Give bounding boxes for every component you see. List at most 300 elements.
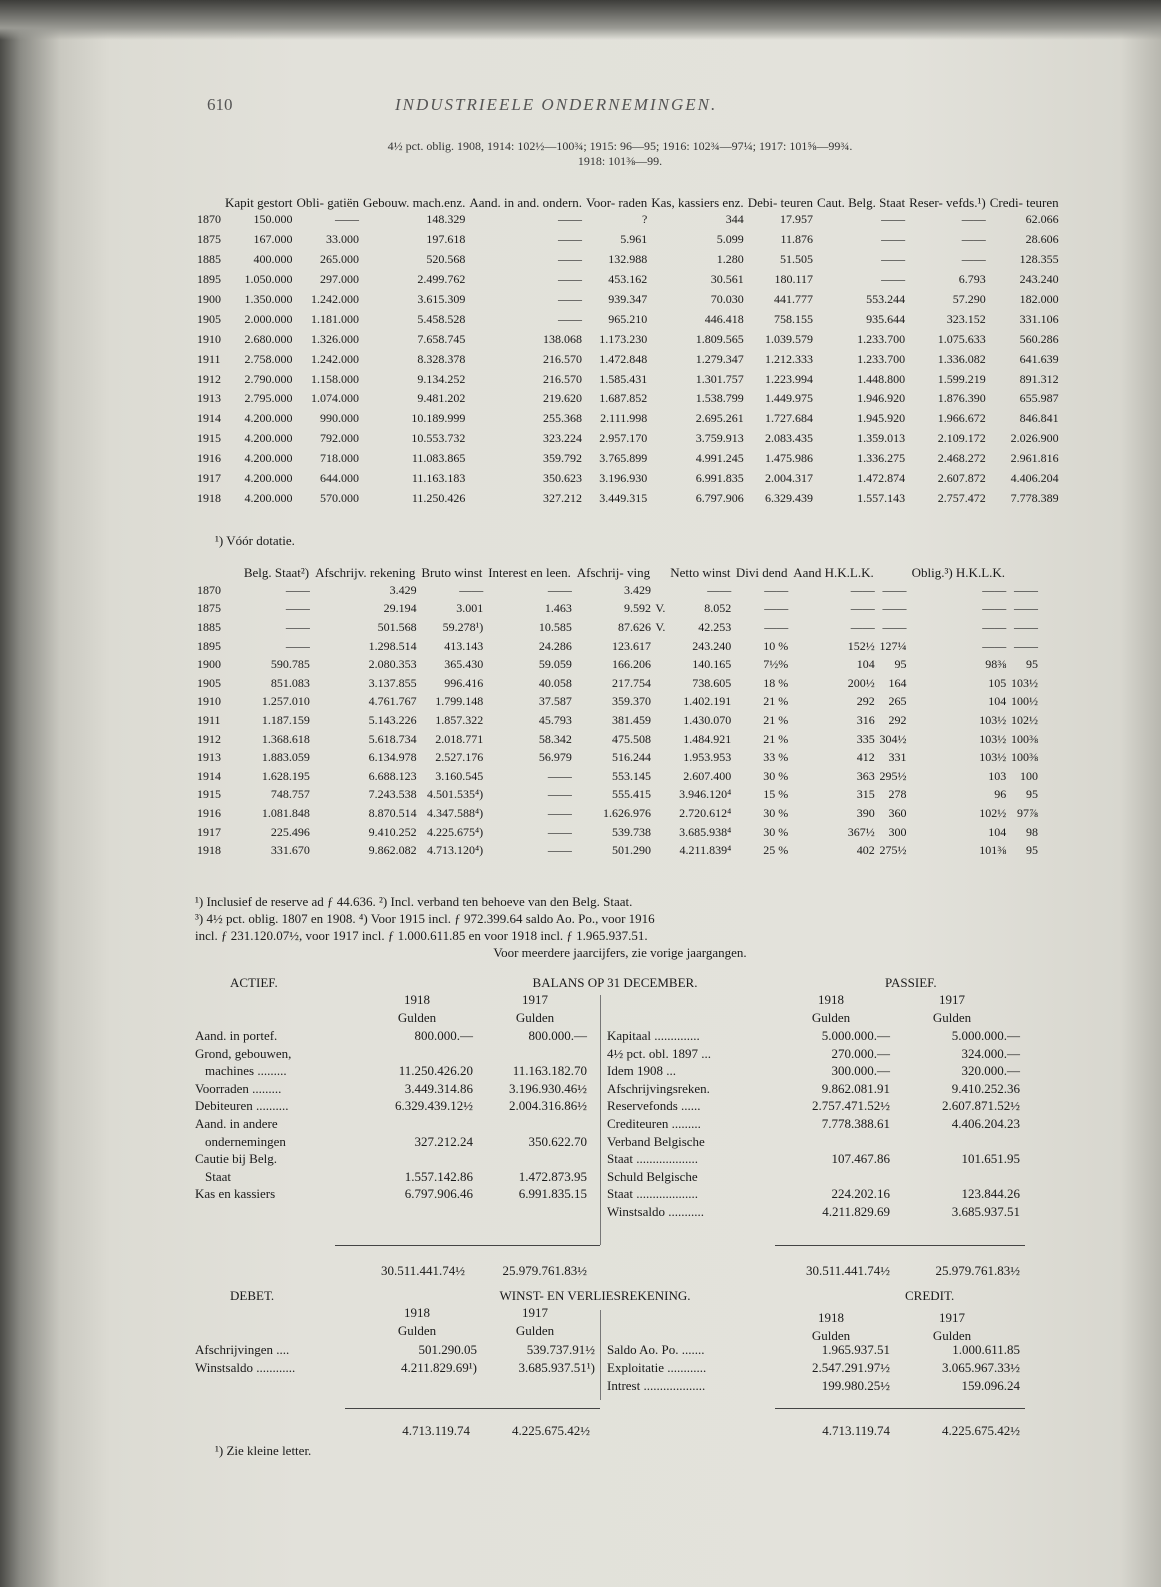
footnote-line: ³) 4½ pct. oblig. 1807 en 1908. ⁴) Voor 1915 incl. ƒ 972.399.64 saldo Ao. Po., voor 1916 — [195, 911, 655, 926]
table-cell: 3.615.309 — [417, 292, 466, 306]
column-header — [195, 195, 223, 210]
table-cell — [653, 823, 667, 842]
table-cell: 758.155 — [774, 311, 814, 326]
table-cell: 1.233.700 — [857, 351, 906, 366]
table-cell: 292 — [856, 694, 875, 709]
table-cell: 304½ — [879, 731, 907, 746]
table-cell: 7½% — [763, 657, 789, 672]
table-cell: 4.200.000 — [244, 411, 293, 426]
table-cell: 1.187.159 — [261, 712, 310, 727]
table-cell: 7.658.745 — [417, 331, 466, 346]
footnote-line: Voor meerdere jaarcijfers, zie vorige jaargangen. — [493, 945, 747, 960]
table-cell: 292 — [888, 712, 907, 727]
table-cell: 98 — [1026, 824, 1038, 839]
table-cell: 197.618 — [426, 232, 466, 247]
table-cell: 11.083.865 — [411, 451, 466, 466]
section-title-passief: PASSIEF. — [885, 975, 937, 990]
table-cell: 1.883.059 — [261, 750, 310, 765]
bond-line-2: 1918: 101⅜—99. — [577, 154, 663, 168]
actief-label: Cautie bij Belg. — [195, 1151, 277, 1167]
column-header — [877, 565, 909, 581]
year-cell: 1885 — [197, 619, 221, 634]
table-row — [195, 349, 1061, 369]
actief-1918: 800.000.— — [414, 1028, 473, 1043]
table-row — [195, 600, 1040, 619]
column-header: Debi- teuren — [747, 195, 814, 210]
bond-line-1: 4½ pct. oblig. 1908, 1914: 102½—100¾; 1915: 96—95; 1916: 102¾—97¼; 1917: 101⅝—99¾. — [387, 139, 853, 153]
actief-1917: 350.622.70 — [528, 1133, 587, 1149]
table-cell: 138.068 — [543, 331, 583, 346]
footnote-line: incl. ƒ 231.120.07½, voor 1917 incl. ƒ 1.000.611.85 en voor 1918 incl. ƒ 1.965.937.51. — [195, 928, 648, 943]
actief-label: ondernemingen — [205, 1133, 286, 1149]
table-cell: 3.429 — [389, 582, 417, 597]
table-cell: 33.000 — [325, 232, 359, 247]
table-cell: 95 — [894, 657, 907, 672]
table-cell: 453.162 — [608, 272, 648, 287]
unit-label: Gulden — [932, 1010, 972, 1025]
table-cell: 6.134.978 — [368, 750, 417, 765]
year-label: 1918 — [404, 1305, 430, 1320]
unit-label: Gulden — [932, 1328, 972, 1343]
year-label: 1917 — [522, 1305, 548, 1320]
table-cell: 6.688.123 — [368, 768, 417, 783]
table-cell — [653, 748, 667, 767]
year-cell: 1914 — [197, 768, 221, 783]
table-cell: 965.210 — [608, 311, 648, 326]
column-header — [653, 565, 667, 581]
table-cell: 748.757 — [270, 787, 310, 802]
table-cell: 5.618.734 — [368, 731, 417, 746]
year-cell: 1916 — [197, 805, 221, 820]
table-cell: 359.370 — [611, 694, 651, 709]
section-title-winst: WINST- EN VERLIESREKENING. — [499, 1288, 691, 1303]
table-cell: 255.368 — [543, 411, 583, 426]
table-cell: 3.196.930 — [599, 471, 648, 486]
table-row — [195, 674, 1040, 693]
actief-label: machines ......... — [205, 1063, 287, 1079]
table-cell: 265.000 — [319, 252, 359, 267]
table-cell: —— — [881, 252, 906, 267]
table-cell: —— — [850, 582, 875, 597]
column-header: Netto winst — [670, 565, 731, 580]
table-cell: 37.587 — [538, 694, 572, 709]
table-cell: 56.979 — [538, 750, 572, 765]
table-cell: 3.429 — [623, 582, 651, 597]
table-cell: 123.617 — [611, 638, 651, 653]
table-cell: 1.039.579 — [765, 331, 814, 346]
table-cell: —— — [982, 582, 1007, 597]
table-cell: —— — [982, 638, 1007, 653]
table-cell: V. — [655, 619, 666, 634]
table-cell: 10 % — [763, 638, 789, 653]
table-row — [195, 693, 1040, 712]
table-cell: —— — [982, 601, 1007, 616]
table-cell: 166.206 — [611, 657, 651, 672]
column-header: Kapit gestort — [225, 195, 293, 210]
table-cell: 6.329.439 — [765, 490, 814, 505]
table-cell: 344 — [725, 212, 744, 227]
year-cell: 1911 — [197, 351, 221, 366]
table-cell: 3.759.913 — [695, 431, 744, 446]
table-cell: 1.402.191 — [683, 694, 732, 709]
table-cell: 1.626.976 — [602, 805, 651, 820]
passief-1917: 9.410.252.36 — [951, 1080, 1020, 1096]
table-cell: 553.145 — [611, 768, 651, 783]
table-cell: 30 % — [763, 805, 789, 820]
table-cell: 501.568 — [377, 619, 417, 634]
passief-1918: 2.757.471.52½ — [812, 1098, 890, 1114]
column-header — [195, 565, 241, 581]
debet-1918: 501.290.05 — [418, 1342, 477, 1357]
table-cell: —— — [881, 272, 906, 287]
actief-1918: 6.797.906.46 — [404, 1186, 473, 1202]
table-cell: 2.111.998 — [600, 411, 648, 426]
table-cell: 360 — [888, 805, 907, 820]
year-label: 1917 — [939, 1310, 965, 1325]
unit-label: Gulden — [811, 1010, 851, 1025]
table-row — [195, 210, 1061, 230]
total-left-1917: 25.979.761.83½ — [502, 1263, 587, 1278]
table-cell: 148.329 — [426, 212, 466, 227]
table-cell: 1.326.000 — [310, 331, 359, 346]
column-header: Aand. in and. ondern. — [469, 195, 583, 210]
table-cell: 150.000 — [253, 212, 293, 227]
passief-1917: 3.685.937.51 — [951, 1204, 1020, 1219]
actief-1917: 6.991.835.15 — [518, 1186, 587, 1202]
table-row — [195, 618, 1040, 637]
table-cell: 400.000 — [253, 252, 293, 267]
table-cell: —— — [707, 582, 732, 597]
table-cell: 217.754 — [611, 675, 651, 690]
table-cell: 11.876 — [780, 232, 814, 247]
table-cell: 104 — [988, 694, 1007, 709]
table-cell: 560.286 — [1019, 331, 1059, 346]
table-cell: 103½ — [979, 731, 1007, 746]
table-cell: 2.026.900 — [1010, 431, 1059, 446]
table-cell: 1.585.431 — [599, 371, 648, 386]
credit-1918: 2.547.291.97½ — [812, 1360, 890, 1375]
table-row — [195, 786, 1040, 805]
table-cell: 4.211.839⁴ — [679, 843, 732, 858]
table-cell: 101⅜ — [979, 843, 1007, 858]
year-cell: 1917 — [197, 824, 221, 839]
table-cell: 2.083.435 — [765, 431, 814, 446]
year-cell: 1918 — [197, 843, 221, 858]
table-cell: 97⅞ — [1017, 805, 1038, 820]
actief-1918: 3.449.314.86 — [404, 1080, 473, 1096]
table-cell: 390 — [856, 805, 875, 820]
table-cell: 323.224 — [543, 431, 583, 446]
actief-1917: 2.004.316.86½ — [509, 1098, 587, 1114]
table-cell: 40.058 — [538, 675, 572, 690]
footnote-line: ¹) Inclusief de reserve ad ƒ 44.636. ²) Incl. verband ten behoeve van den Belg. Staat. — [195, 894, 633, 909]
table-cell: 6.793 — [958, 272, 986, 287]
table-cell: 1.472.874 — [857, 471, 906, 486]
table-cell: 1.430.070 — [683, 712, 732, 727]
table-cell: 2.000.000 — [244, 311, 293, 326]
table-cell: 1.359.013 — [857, 431, 906, 446]
table-cell: 1.475.986 — [765, 451, 814, 466]
column-header: Oblig.³) H.K.L.K. — [911, 565, 1006, 580]
table-cell: 1.233.700 — [857, 331, 906, 346]
debet-label: Winstsaldo ............ — [195, 1360, 296, 1375]
table-cell: 3.001 — [456, 601, 484, 616]
table-cell: 62.066 — [1025, 212, 1059, 227]
table-cell: 45.793 — [538, 712, 572, 727]
table-cell: 1.799.148 — [435, 694, 484, 709]
table-cell: 935.644 — [866, 311, 906, 326]
table-cell: 335 — [856, 731, 875, 746]
table-cell: 1.298.514 — [368, 638, 417, 653]
table-cell: 1.484.921 — [683, 731, 732, 746]
credit-label: Saldo Ao. Po. ....... — [607, 1342, 705, 1357]
table-cell: —— — [547, 768, 572, 783]
column-divider — [600, 995, 601, 1245]
table-cell: 182.000 — [1019, 292, 1059, 306]
page-title: INDUSTRIEELE ONDERNEMINGEN. — [395, 95, 718, 114]
table-cell: 4.761.767 — [368, 694, 417, 709]
total-right-1918: 4.713.119.74 — [822, 1423, 890, 1438]
table-cell: 2.720.612⁴ — [679, 805, 732, 820]
table-cell: 243.240 — [692, 638, 732, 653]
year-cell: 1912 — [197, 731, 221, 746]
year-cell: 1914 — [197, 411, 221, 426]
table-cell: 21 % — [763, 712, 789, 727]
profit-history-table — [195, 565, 1040, 860]
table-cell: 59.059 — [538, 657, 572, 672]
table-cell: 2.607.400 — [683, 768, 732, 783]
table-cell: 216.570 — [543, 371, 583, 386]
table-cell: 412 — [856, 750, 875, 765]
table-cell — [653, 841, 667, 860]
passief-label: Winstsaldo ........... — [607, 1204, 704, 1219]
table-cell: —— — [881, 232, 906, 247]
column-header: Interest en leen. — [488, 565, 571, 580]
table-row — [195, 449, 1061, 469]
table-cell: 1.050.000 — [244, 272, 293, 287]
table-row — [195, 581, 1040, 600]
winst-note: ¹) Zie kleine letter. — [215, 1443, 312, 1458]
table-cell: 6.991.835 — [695, 471, 744, 486]
table-row — [195, 748, 1040, 767]
table-cell: 501.290 — [611, 843, 651, 858]
table-cell: 1.242.000 — [310, 292, 359, 306]
table-cell: 331 — [888, 750, 907, 765]
year-cell: 1905 — [197, 675, 221, 690]
column-divider — [600, 1310, 601, 1400]
table-cell: 1.448.800 — [857, 371, 906, 386]
table-cell: 555.415 — [611, 787, 651, 802]
table-cell: ? — [641, 212, 648, 227]
table-cell: 9.862.082 — [368, 843, 417, 858]
table-cell — [653, 767, 667, 786]
table-cell: —— — [558, 311, 583, 326]
table-cell: 365.430 — [444, 657, 484, 672]
table-cell: 1.368.618 — [261, 731, 310, 746]
actief-label: Aand. in portef. — [195, 1028, 278, 1043]
year-cell: 1913 — [197, 750, 221, 765]
table-cell: 278 — [888, 787, 907, 802]
section-title-debet: DEBET. — [230, 1288, 275, 1303]
table-header-row — [195, 565, 1040, 581]
table-cell: 553.244 — [866, 292, 906, 306]
table-cell: 315 — [856, 787, 875, 802]
table-cell: —— — [547, 824, 572, 839]
table-cell: 792.000 — [319, 431, 359, 446]
year-label: 1918 — [404, 992, 430, 1007]
passief-label: Reservefonds ...... — [607, 1098, 701, 1114]
table-cell: 3.160.545 — [435, 768, 484, 783]
table-cell: 1.876.390 — [937, 391, 986, 406]
passief-1917: 324.000.— — [961, 1045, 1020, 1061]
table-cell: —— — [982, 619, 1007, 634]
table-cell: 1.953.953 — [683, 750, 732, 765]
table-row — [195, 270, 1061, 290]
table-cell: —— — [764, 619, 789, 634]
total-left-1917: 4.225.675.42½ — [512, 1423, 590, 1438]
column-header: Voor- raden — [586, 195, 648, 210]
table-cell: 87.626 — [617, 619, 651, 634]
table1-note: ¹) Vóór dotatie. — [215, 533, 295, 548]
table-cell: 1.257.010 — [261, 694, 310, 709]
column-header: Credi- teuren — [989, 195, 1059, 210]
total-left-1918: 30.511.441.74½ — [380, 1263, 465, 1278]
table-cell: 381.459 — [611, 712, 651, 727]
table-cell: 331.106 — [1019, 311, 1059, 326]
unit-label: Gulden — [811, 1328, 851, 1343]
table-cell: —— — [558, 252, 583, 267]
table-cell: 1.075.633 — [937, 331, 986, 346]
table-cell: 3.765.899 — [599, 451, 648, 466]
table-cell: 891.312 — [1019, 371, 1059, 386]
rule — [345, 1408, 600, 1409]
table-cell: 4.200.000 — [244, 431, 293, 446]
table-cell: 1.538.799 — [695, 391, 744, 406]
table-cell: 1.350.000 — [244, 292, 293, 306]
table-cell: 5.961 — [620, 232, 648, 247]
table-cell: 8.328.378 — [417, 351, 466, 366]
table-cell: 3.137.855 — [368, 675, 417, 690]
table-cell: 2.527.176 — [435, 750, 484, 765]
table-cell: 10.585 — [538, 619, 572, 634]
total-right-1917: 4.225.675.42½ — [942, 1423, 1020, 1438]
table-cell: 1.280 — [716, 252, 744, 267]
column-header: Caut. Belg. Staat — [817, 195, 906, 210]
table-cell: —— — [882, 619, 907, 634]
year-cell: 1917 — [197, 471, 221, 486]
table-cell: 95 — [1026, 787, 1038, 802]
table-cell: —— — [1014, 619, 1038, 634]
page-header — [195, 95, 1045, 125]
table-cell: —— — [547, 843, 572, 858]
table-cell: —— — [558, 212, 583, 227]
table-cell: 8.052 — [704, 601, 732, 616]
total-right-1918: 30.511.441.74½ — [805, 1263, 890, 1278]
table-cell: 2.004.317 — [765, 471, 814, 486]
table-cell: 1.727.684 — [765, 411, 814, 426]
actief-1918: 1.557.142.86 — [404, 1168, 473, 1184]
table-cell: 1.181.000 — [310, 311, 359, 326]
table-cell — [653, 693, 667, 712]
table-cell: 1.301.757 — [695, 371, 744, 386]
year-cell: 1916 — [197, 451, 221, 466]
passief-1917: 101.651.95 — [961, 1151, 1020, 1167]
table-row — [195, 711, 1040, 730]
table-cell: —— — [558, 272, 583, 287]
table-cell: 570.000 — [319, 490, 359, 505]
table-row — [195, 730, 1040, 749]
table-cell: 96 — [994, 787, 1007, 802]
passief-label: Kapitaal .............. — [607, 1028, 700, 1043]
table-cell — [653, 674, 667, 693]
year-cell: 1918 — [197, 490, 221, 505]
passief-1917: 123.844.26 — [961, 1186, 1020, 1202]
table-cell: 103½ — [979, 750, 1007, 765]
year-cell: 1905 — [197, 311, 221, 326]
unit-label: Gulden — [515, 1323, 555, 1338]
year-cell: 1910 — [197, 694, 221, 709]
table-cell: 70.030 — [710, 292, 744, 306]
table-cell: 59.278¹) — [442, 619, 484, 634]
table-cell: 102½ — [1011, 712, 1038, 727]
table-cell: 10.553.732 — [411, 431, 466, 446]
table-cell: 100 — [1020, 768, 1038, 783]
table-cell — [653, 804, 667, 823]
rule — [775, 1408, 1025, 1409]
table-cell: 18 % — [763, 675, 789, 690]
table-cell: 1.081.848 — [261, 805, 310, 820]
table-cell: 996.416 — [444, 675, 484, 690]
table-cell: 1.628.195 — [261, 768, 310, 783]
year-cell: 1885 — [197, 252, 221, 267]
table-cell: 851.083 — [270, 675, 310, 690]
table-cell: 102½ — [979, 805, 1007, 820]
credit-label: Intrest ................... — [607, 1378, 706, 1393]
table-cell: 4.225.675⁴) — [427, 824, 484, 839]
table-cell: 590.785 — [270, 657, 310, 672]
table-cell: —— — [558, 292, 583, 306]
table-cell: 520.568 — [426, 252, 466, 267]
year-cell: 1870 — [197, 212, 221, 227]
table-cell: 1.449.975 — [765, 391, 814, 406]
table-cell: 516.244 — [611, 750, 651, 765]
actief-1918: 6.329.439.12½ — [395, 1098, 473, 1114]
section-title-balance: BALANS OP 31 DECEMBER. — [532, 975, 698, 990]
year-cell: 1895 — [197, 638, 221, 653]
table-cell: 7.243.538 — [368, 787, 417, 802]
actief-label: Debiteuren .......... — [195, 1098, 289, 1114]
credit-1917: 159.096.24 — [961, 1378, 1020, 1393]
table-cell: 367½ — [847, 824, 875, 839]
table-cell: 58.342 — [538, 731, 572, 746]
table-cell: 1.336.082 — [937, 351, 986, 366]
table-cell: 1.158.000 — [310, 371, 359, 386]
actief-label: Grond, gebouwen, — [195, 1045, 292, 1061]
table-cell: 4.200.000 — [244, 471, 293, 486]
table-cell: —— — [764, 601, 789, 616]
table-cell: 2.795.000 — [244, 391, 293, 406]
column-header — [1008, 565, 1040, 581]
bond-quotes — [195, 139, 1045, 169]
table-cell: 738.605 — [692, 675, 732, 690]
table-row — [195, 823, 1040, 842]
passief-label: Staat ................... — [607, 1151, 698, 1167]
table-cell: 21 % — [763, 731, 789, 746]
table-cell: 1.687.852 — [599, 391, 648, 406]
table-cell: 29.194 — [383, 601, 417, 616]
table-cell: —— — [547, 805, 572, 820]
table-cell: 42.253 — [698, 619, 732, 634]
